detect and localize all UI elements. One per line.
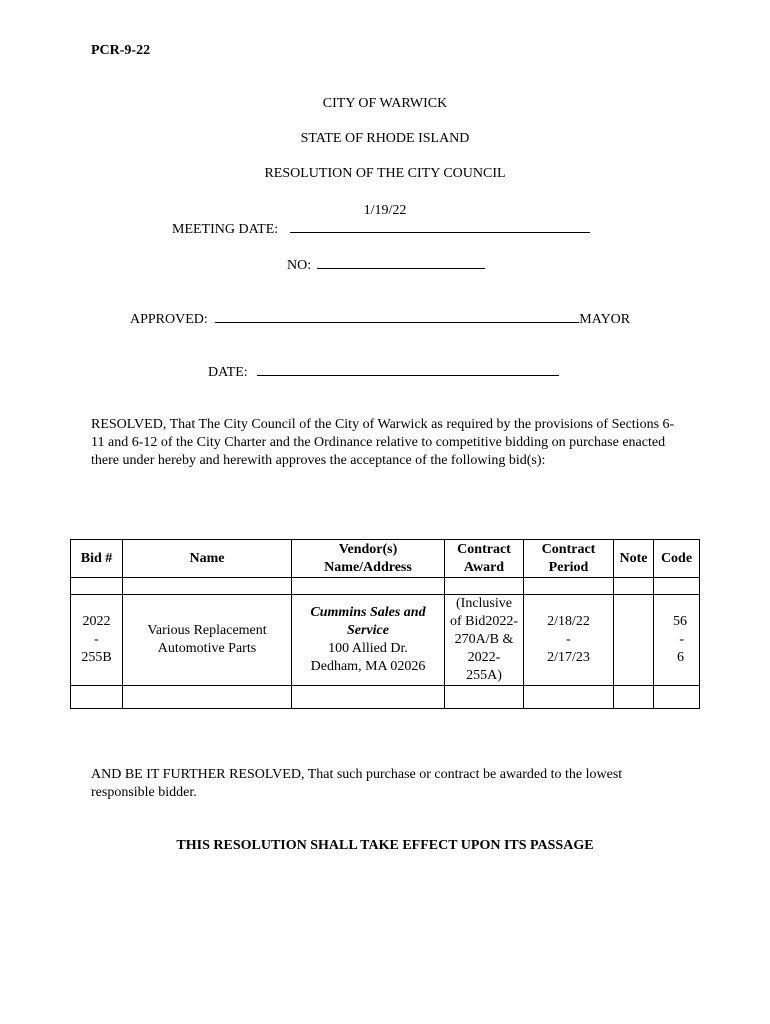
table-row <box>71 595 700 686</box>
header-contract-award: Contract Award <box>445 540 524 578</box>
code-cell: 56 - 6 <box>654 595 700 686</box>
table-header-row <box>71 540 700 578</box>
vendor-cell: Cummins Sales and Service 100 Allied Dr. Dedham, MA 02026 <box>292 595 445 686</box>
meeting-date-value: 1/19/22 <box>363 203 407 218</box>
header-code: Code <box>654 540 700 578</box>
approval-date-line <box>257 363 559 376</box>
number-line <box>317 256 485 269</box>
bid-table <box>70 539 700 709</box>
bid-number-cell: 2022 - 255B <box>71 595 123 686</box>
contract-period-cell: 2/18/22 - 2/17/23 <box>524 595 614 686</box>
meeting-date-row <box>172 220 590 238</box>
approved-label: APPROVED: <box>130 312 208 327</box>
approved-row <box>130 310 630 328</box>
number-label: NO: <box>287 258 312 273</box>
state-heading: STATE OF RHODE ISLAND <box>300 131 470 146</box>
city-heading: CITY OF WARWICK <box>322 96 448 111</box>
meeting-date-label: MEETING DATE: <box>172 222 279 237</box>
approval-date-row <box>208 363 559 381</box>
header-contract-period: Contract Period <box>524 540 614 578</box>
further-resolved-paragraph: AND BE IT FURTHER RESOLVED, That such purchase or contract be awarded to the lowest responsible bidder. <box>91 767 623 800</box>
mayor-label: MAYOR <box>579 312 631 327</box>
header-name: Name <box>123 540 292 578</box>
note-cell <box>614 595 654 686</box>
meeting-date-line <box>290 220 590 233</box>
header-note: Note <box>614 540 654 578</box>
approval-date-label: DATE: <box>208 365 248 380</box>
document-reference: PCR-9-22 <box>91 43 151 58</box>
table-empty-row <box>71 686 700 709</box>
item-name-cell: Various Replacement Automotive Parts <box>123 595 292 686</box>
table-spacer-row <box>71 578 700 595</box>
resolved-paragraph: RESOLVED, That The City Council of the City of Warwick as required by the provisions of Sections 6-11 and 6-12 of the City Charter and the Ordinance relative to competitive bidding on purchase enacted there under hereby and herewith approves the acceptance of the following bid(s): <box>91 417 675 468</box>
approved-line <box>215 310 579 323</box>
resolution-title: RESOLUTION OF THE CITY COUNCIL <box>264 166 506 181</box>
effect-statement: THIS RESOLUTION SHALL TAKE EFFECT UPON ITS PASSAGE <box>176 838 594 853</box>
header-vendor: Vendor(s) Name/Address <box>292 540 445 578</box>
header-bid: Bid # <box>71 540 123 578</box>
contract-award-cell: (Inclusive of Bid2022- 270A/B & 2022- 255A) <box>445 595 524 686</box>
number-row <box>287 256 485 274</box>
